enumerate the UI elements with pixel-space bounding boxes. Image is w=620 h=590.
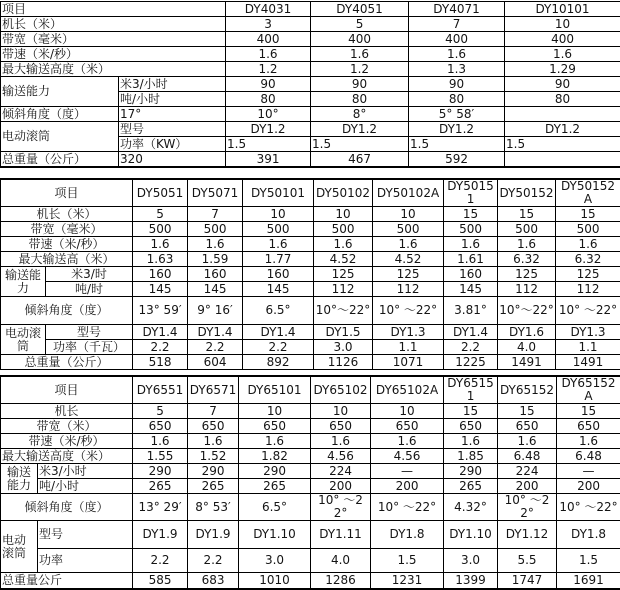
spec-row [1,267,620,282]
column-header-cell: DY5071 [188,179,243,207]
spec-cell: 机长 [1,404,133,419]
spec-cell: 90 [226,77,311,92]
spec-row [1,152,620,168]
spec-cell: 1.55 [133,449,188,464]
spec-cell: 总重量公斤 [1,573,133,589]
spec-cell: 145 [444,282,498,297]
spec-cell: 90 [505,77,620,92]
spec-cell: 650 [311,419,371,434]
spec-cell: 290 [239,464,311,479]
spec-cell: DY1.9 [133,521,188,549]
spec-cell: 400 [226,32,311,47]
spec-cell: 1.6 [133,237,188,252]
spec-cell: 4.32° [444,494,498,521]
column-header-cell: DY65152 [498,376,557,404]
spec-cell: 650 [444,419,498,434]
spec-cell: — [371,464,444,479]
spec-cell: 683 [188,573,239,589]
spec-cell: 带速（米/秒） [1,434,133,449]
spec-cell: 吨/时 [46,282,133,297]
spec-cell: DY1.3 [373,325,444,340]
spec-cell: 1.85 [444,449,498,464]
spec-cell: 10 [314,207,373,222]
spec-cell: 17° [119,107,226,122]
spec-cell: 10° ～22° [556,297,620,325]
column-header-cell: DY50152A [556,179,620,207]
spec-cell: 2.2 [444,340,498,355]
spec-cell: DY1.2 [226,122,311,137]
spec-cell: 4.56 [371,449,444,464]
spec-cell: 倾斜角度（度） [1,494,133,521]
column-header-cell: DY65101 [239,376,311,404]
spec-cell: 145 [188,282,243,297]
spec-cell: 7 [188,404,239,419]
spec-cell: 1.77 [243,252,314,267]
spec-cell: DY1.8 [557,521,620,549]
spec-cell: 6.5° [243,297,314,325]
spec-cell: 10 [371,404,444,419]
spec-cell: 1.6 [371,434,444,449]
spec-cell: 1.5 [371,549,444,573]
spec-cell: 500 [556,222,620,237]
spec-cell: 机长（米） [1,17,226,32]
spec-cell: 1.6 [409,47,505,62]
spec-cell: 10°～22° [498,297,556,325]
spec-cell: 4.0 [311,549,371,573]
spec-cell: DY1.10 [239,521,311,549]
spec-cell: 带宽（毫米） [1,222,133,237]
dy40-spec-table [0,1,620,168]
spec-cell: 5 [133,404,188,419]
spec-cell: 1010 [239,573,311,589]
spec-cell: 最大输送高（米） [1,252,133,267]
spec-cell: DY1.11 [311,521,371,549]
spec-cell: 1.1 [556,340,620,355]
spec-cell: 3.0 [314,340,373,355]
spec-cell: 10°～22° [314,297,373,325]
spec-cell: 1.61 [444,252,498,267]
spec-cell: 13° 59′ [133,297,188,325]
spec-cell: 200 [557,479,620,494]
spec-cell: 输送能力 [1,77,119,107]
column-header-cell: DY50152 [498,179,556,207]
spec-cell: 15 [557,404,620,419]
spec-cell: 1.5 [311,137,409,152]
spec-cell: 10 [505,17,620,32]
spec-row [1,325,620,340]
spec-cell: 160 [243,267,314,282]
spec-cell: 1399 [444,573,498,589]
spec-cell: 145 [133,282,188,297]
column-header-cell: DY4071 [409,2,505,17]
spec-cell: 145 [243,282,314,297]
spec-cell: 电动滚筒 [1,325,46,355]
spec-cell: 112 [373,282,444,297]
spec-cell: 1.3 [409,62,505,77]
spec-cell: 1.6 [498,434,557,449]
spec-cell: 112 [498,282,556,297]
spec-cell: 1.5 [505,137,620,152]
spec-cell: 592 [409,152,505,168]
spec-cell: 3.0 [444,549,498,573]
spec-row [1,237,620,252]
spec-cell: 400 [409,32,505,47]
spec-cell: 112 [314,282,373,297]
spec-row [1,404,620,419]
spec-cell: — [557,464,620,479]
spec-cell: 型号 [38,521,133,549]
spec-cell: 80 [505,92,620,107]
spec-row [1,297,620,325]
spec-cell: 最大输送高度（米） [1,62,226,77]
spec-cell: 224 [311,464,371,479]
spec-cell: 125 [373,267,444,282]
spec-cell: 1.6 [243,237,314,252]
spec-cell: 585 [133,573,188,589]
spec-cell: 200 [498,479,557,494]
column-header-cell: DY10101 [505,2,620,17]
spec-cell: 518 [133,355,188,370]
spec-cell: 1691 [557,573,620,589]
column-header-cell: DY4051 [311,2,409,17]
spec-cell: 电动滚筒 [1,521,38,573]
spec-cell: 1.29 [505,62,620,77]
spec-row [1,47,620,62]
spec-cell: 米3/时 [46,267,133,282]
spec-cell: 6.32 [556,252,620,267]
spec-cell: 1.2 [226,62,311,77]
spec-cell: 6.32 [498,252,556,267]
spec-cell: 倾斜角度（度） [1,107,119,122]
spec-row [1,355,620,370]
spec-cell: 最大输送高度（米） [1,449,133,464]
spec-cell: 10° ～22° [311,494,371,521]
spec-cell: 200 [371,479,444,494]
spec-cell: 1747 [498,573,557,589]
column-header-cell: DY65102A [371,376,444,404]
conveyor-spec-sheet [0,1,620,590]
spec-cell: 1.6 [311,47,409,62]
spec-cell: 1.52 [188,449,239,464]
spec-cell: 吨/小时 [119,92,226,107]
spec-cell: DY1.6 [498,325,556,340]
spec-cell: DY1.4 [243,325,314,340]
spec-cell: 224 [498,464,557,479]
spec-cell: 带速（米/秒） [1,237,133,252]
header-row [1,376,620,404]
spec-cell: 15 [498,404,557,419]
spec-cell: 320 [119,152,226,168]
spec-cell: 5 [311,17,409,32]
spec-cell: 9° 16′ [188,297,243,325]
spec-row [1,107,620,122]
spec-cell: 500 [444,222,498,237]
spec-cell: 892 [243,355,314,370]
spec-cell: 500 [133,222,188,237]
spec-cell: 功率（KW） [119,137,226,152]
spec-cell: 1.6 [226,47,311,62]
spec-cell: 3 [226,17,311,32]
spec-cell: 3.0 [239,549,311,573]
spec-cell: 10° ～22° [371,494,444,521]
spec-cell: 输送能力 [1,464,38,494]
spec-cell: 400 [505,32,620,47]
spec-cell: 1.6 [444,237,498,252]
spec-cell: 500 [188,222,243,237]
column-header-cell: DY65152A [557,376,620,404]
spec-row [1,479,620,494]
spec-row [1,32,620,47]
spec-cell: 1.6 [239,434,311,449]
spec-cell: 2.2 [133,340,188,355]
spec-cell: 总重量（公斤） [1,152,119,168]
spec-cell: 3.81° [444,297,498,325]
spec-row [1,207,620,222]
spec-cell: 8° [311,107,409,122]
spec-cell: 10° ～22° [373,297,444,325]
spec-cell: 1.6 [557,434,620,449]
spec-cell: DY1.4 [188,325,243,340]
spec-cell: 1491 [498,355,556,370]
column-header-cell: DY50151 [444,179,498,207]
spec-cell: 4.0 [498,340,556,355]
spec-cell: 80 [226,92,311,107]
spec-row [1,62,620,77]
spec-cell: 160 [444,267,498,282]
spec-cell: 650 [557,419,620,434]
header-row [1,2,620,17]
spec-cell: 2.2 [133,549,188,573]
spec-cell: 10° ～22° [557,494,620,521]
spec-cell: DY1.3 [556,325,620,340]
spec-row [1,17,620,32]
spec-cell: 500 [373,222,444,237]
spec-cell: 米3/小时 [38,464,133,479]
spec-cell: 1.6 [314,237,373,252]
spec-cell: 10° [226,107,311,122]
spec-cell: 1.6 [373,237,444,252]
spec-cell: DY1.10 [444,521,498,549]
spec-row [1,252,620,267]
spec-cell: 机长（米） [1,207,133,222]
spec-row [1,419,620,434]
column-header-cell: DY50102A [373,179,444,207]
spec-cell: 吨/小时 [38,479,133,494]
spec-cell: DY1.5 [314,325,373,340]
spec-cell: 功率 [38,549,133,573]
spec-cell: 倾斜角度（度） [1,297,133,325]
spec-cell: 1.1 [373,340,444,355]
spec-cell: 1.5 [557,549,620,573]
spec-cell: 米3/小时 [119,77,226,92]
spec-cell: 265 [188,479,239,494]
spec-cell: 604 [188,355,243,370]
spec-cell: 2.2 [243,340,314,355]
spec-cell: 1.59 [188,252,243,267]
spec-cell: 1.5 [226,137,311,152]
spec-cell: 400 [311,32,409,47]
spec-cell: 型号 [119,122,226,137]
column-header-cell: DY6551 [133,376,188,404]
spec-cell: 带宽（米） [1,419,133,434]
spec-cell: 10 [311,404,371,419]
spec-cell: DY1.8 [371,521,444,549]
spec-cell: 80 [311,92,409,107]
spec-cell: 650 [188,419,239,434]
spec-cell: 160 [188,267,243,282]
spec-cell: DY1.2 [311,122,409,137]
column-header-cell: 项目 [1,2,226,17]
column-header-cell: DY4031 [226,2,311,17]
spec-cell: 15 [498,207,556,222]
spec-cell: 1231 [371,573,444,589]
spec-cell: 1.6 [505,47,620,62]
spec-cell: 1.2 [311,62,409,77]
spec-cell: 290 [133,464,188,479]
spec-row [1,434,620,449]
spec-cell: 112 [556,282,620,297]
spec-cell: 265 [133,479,188,494]
spec-row [1,449,620,464]
spec-cell: 1.5 [409,137,505,152]
spec-cell: 1491 [556,355,620,370]
spec-cell: 带宽（毫米） [1,32,226,47]
spec-cell: 500 [314,222,373,237]
dy50-spec-table [0,178,620,370]
spec-cell: 10 [243,207,314,222]
spec-cell: 1126 [314,355,373,370]
spec-cell: 输送能力 [1,267,46,297]
spec-cell [505,152,620,168]
spec-cell: 391 [226,152,311,168]
spec-cell: 1.6 [133,434,188,449]
spec-cell: 6.5° [239,494,311,521]
header-row [1,179,620,207]
column-header-cell: DY65151 [444,376,498,404]
column-header-cell: DY65102 [311,376,371,404]
spec-cell: 467 [311,152,409,168]
column-header-cell: DY5051 [133,179,188,207]
spec-cell: 7 [188,207,243,222]
spec-cell: 15 [556,207,620,222]
column-header-cell: DY6571 [188,376,239,404]
spec-cell: 80 [409,92,505,107]
spec-cell: 1.6 [188,434,239,449]
spec-row [1,222,620,237]
spec-cell: 型号 [46,325,133,340]
spec-cell: 650 [239,419,311,434]
spec-row [1,340,620,355]
spec-cell: 带速（米/秒） [1,47,226,62]
spec-cell: 500 [498,222,556,237]
spec-cell: 10° ～22° [498,494,557,521]
spec-cell: 功率（千瓦） [46,340,133,355]
spec-cell: DY1.2 [409,122,505,137]
spec-cell: 6.48 [498,449,557,464]
spec-cell: 2.2 [188,340,243,355]
spec-cell: 90 [409,77,505,92]
spec-cell: DY1.12 [498,521,557,549]
spec-cell: 15 [444,404,498,419]
spec-cell: 1.6 [444,434,498,449]
spec-cell: 13° 29′ [133,494,188,521]
spec-cell: 650 [498,419,557,434]
spec-row [1,521,620,549]
spec-cell: 4.52 [373,252,444,267]
spec-cell: 电动滚筒 [1,122,119,152]
spec-row [1,549,620,573]
spec-cell: 8° 53′ [188,494,239,521]
column-header-cell: DY50102 [314,179,373,207]
spec-cell: 10 [239,404,311,419]
spec-cell: 5.5 [498,549,557,573]
spec-row [1,282,620,297]
spec-cell: 1.6 [311,434,371,449]
column-header-cell: 项目 [1,376,133,404]
spec-cell [505,107,620,122]
spec-cell: 1.6 [188,237,243,252]
spec-cell: 1286 [311,573,371,589]
spec-cell: 5 [133,207,188,222]
spec-cell: 650 [371,419,444,434]
spec-cell: 6.48 [557,449,620,464]
spec-cell: 160 [133,267,188,282]
spec-cell: 总重量（公斤） [1,355,133,370]
spec-cell: 265 [239,479,311,494]
spec-row [1,464,620,479]
spec-cell: DY1.4 [444,325,498,340]
spec-cell: DY1.9 [188,521,239,549]
spec-cell: 1071 [373,355,444,370]
spec-cell: 2.2 [188,549,239,573]
spec-cell: 1.6 [498,237,556,252]
spec-cell: 125 [556,267,620,282]
spec-cell: 1.82 [239,449,311,464]
spec-cell: 4.52 [314,252,373,267]
spec-cell: 265 [444,479,498,494]
spec-cell: 125 [314,267,373,282]
spec-cell: 125 [498,267,556,282]
spec-cell: DY1.2 [505,122,620,137]
spec-row [1,77,620,92]
dy65-spec-table [0,375,620,590]
spec-cell: 1.6 [556,237,620,252]
spec-row [1,573,620,589]
spec-cell: 90 [311,77,409,92]
spec-row [1,122,620,137]
spec-cell: 10 [373,207,444,222]
spec-cell: 500 [243,222,314,237]
spec-cell: 650 [133,419,188,434]
spec-cell: DY1.4 [133,325,188,340]
spec-cell: 15 [444,207,498,222]
column-header-cell: DY50101 [243,179,314,207]
spec-cell: 7 [409,17,505,32]
column-header-cell: 项目 [1,179,133,207]
spec-cell: 290 [188,464,239,479]
spec-row [1,494,620,521]
spec-cell: 5° 58′ [409,107,505,122]
spec-cell: 290 [444,464,498,479]
spec-cell: 4.56 [311,449,371,464]
spec-cell: 1225 [444,355,498,370]
spec-cell: 200 [311,479,371,494]
spec-cell: 1.63 [133,252,188,267]
